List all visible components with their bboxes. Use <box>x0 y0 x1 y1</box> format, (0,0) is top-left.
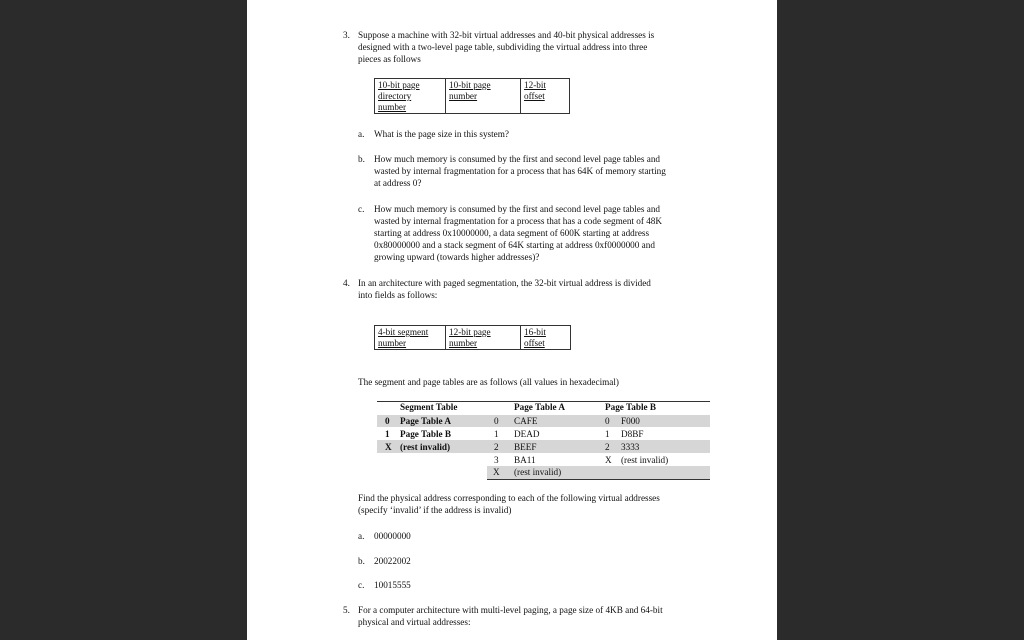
q4-address-fields <box>374 325 571 350</box>
addr-c-label: c. <box>358 580 365 590</box>
ptb-row-2-value: 3333 <box>621 442 640 452</box>
tables-bottom-rule <box>487 479 710 480</box>
q3-line-2: designed with a two-level page table, subdividing the virtual address into three <box>358 42 648 52</box>
seg-row-0-value: Page Table A <box>400 416 452 426</box>
addr-a-value: 00000000 <box>374 531 411 541</box>
pta-row-2-index: 2 <box>494 442 499 452</box>
q4-field-segment: 4-bit segment number <box>375 326 446 349</box>
seg-row-0-index: 0 <box>385 416 390 426</box>
q3-field-page: 10-bit page number <box>446 79 521 113</box>
pta-row-0-index: 0 <box>494 416 499 426</box>
addr-b-value: 20022002 <box>374 556 411 566</box>
addr-b-label: b. <box>358 556 365 566</box>
seg-row-2-index: X <box>385 442 392 452</box>
q3-field-offset: 12-bit offset <box>524 80 546 101</box>
q3b-line-2: wasted by internal fragmentation for a process that has 64K of memory starting <box>374 166 666 176</box>
ptb-row-3-value: (rest invalid) <box>621 455 669 465</box>
q4-line-1: In an architecture with paged segmentation, the 32-bit virtual address is divided <box>358 278 651 288</box>
pta-row-3-index: 3 <box>494 455 499 465</box>
addr-c-value: 10015555 <box>374 580 411 590</box>
ptb-row-1-index: 1 <box>605 429 610 439</box>
q3b-label: b. <box>358 154 365 164</box>
q3c-line-2: wasted by internal fragmentation for a process that has a code segment of 48K <box>374 216 663 226</box>
pta-row-1-index: 1 <box>494 429 499 439</box>
q3c-line-5: growing upward (towards higher addresses)? <box>374 252 540 262</box>
addr-a-label: a. <box>358 531 365 541</box>
q3a-label: a. <box>358 129 365 139</box>
seg-row-2-value: (rest invalid) <box>400 442 451 452</box>
q3a-text: What is the page size in this system? <box>374 129 509 139</box>
q3c-line-1: How much memory is consumed by the first and second level page tables and <box>374 204 661 214</box>
ptb-row-0-value: F000 <box>621 416 640 426</box>
q4-line-2: into fields as follows: <box>358 290 438 300</box>
ptb-row-1-value: D8BF <box>621 429 644 439</box>
q3-address-fields <box>374 78 570 114</box>
seg-row-1-value: Page Table B <box>400 429 452 439</box>
q5-line-1: For a computer architecture with multi-level paging, a page size of 4KB and 64-bit <box>358 605 663 615</box>
q5-line-2: physical and virtual addresses: <box>358 617 471 627</box>
pta-row-1-value: DEAD <box>514 429 540 439</box>
pta-row-0-value: CAFE <box>514 416 538 426</box>
q4-number: 4. <box>343 278 350 288</box>
q4-field-page: 12-bit page number <box>446 326 521 349</box>
segment-table-title: Segment Table <box>400 402 458 412</box>
document-page <box>247 0 777 640</box>
pta-row-2-value: BEEF <box>514 442 537 452</box>
q3c-line-3: starting at address 0x10000000, a data segment of 600K starting at address <box>374 228 650 238</box>
tables-intro: The segment and page tables are as follows (all values in hexadecimal) <box>358 377 619 387</box>
pta-row-4-value: (rest invalid) <box>514 467 562 477</box>
seg-row-1-index: 1 <box>385 429 390 439</box>
pta-row-3-value: BA11 <box>514 455 536 465</box>
ptb-row-0-index: 0 <box>605 416 610 426</box>
q4-field-offset: 16-bit offset <box>524 327 546 348</box>
q3-line-3: pieces as follows <box>358 54 421 64</box>
ptb-row-3-index: X <box>605 455 612 465</box>
ptb-row-2-index: 2 <box>605 442 610 452</box>
q3-number: 3. <box>343 30 350 40</box>
page-table-b-title: Page Table B <box>605 402 657 412</box>
q3c-label: c. <box>358 204 365 214</box>
q5-number: 5. <box>343 605 350 615</box>
q3-field-directory: 10-bit page directory number <box>375 79 446 113</box>
page-table-a-title: Page Table A <box>514 402 566 412</box>
find-line-1: Find the physical address corresponding to each of the following virtual addresses <box>358 493 660 503</box>
q3c-line-4: 0x80000000 and a stack segment of 64K starting at address 0xf0000000 and <box>374 240 655 250</box>
q3b-line-3: at address 0? <box>374 178 422 188</box>
q3b-line-1: How much memory is consumed by the first and second level page tables and <box>374 154 661 164</box>
q3-line-1: Suppose a machine with 32-bit virtual addresses and 40-bit physical addresses is <box>358 30 655 40</box>
find-line-2: (specify ‘invalid’ if the address is invalid) <box>358 505 512 515</box>
pta-row-4-index: X <box>493 467 500 477</box>
